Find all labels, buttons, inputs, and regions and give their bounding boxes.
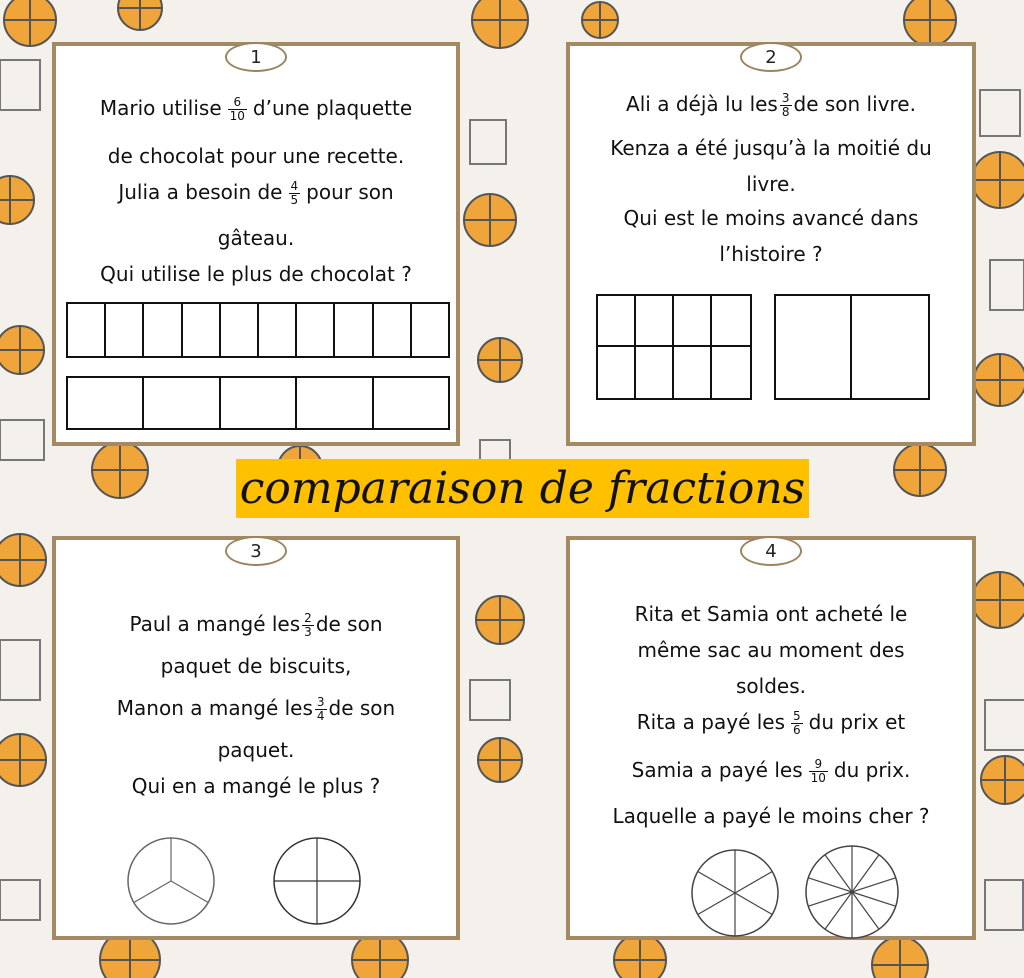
strip-cell xyxy=(68,304,106,356)
strip-cell xyxy=(221,378,297,428)
fraction: $\frac{6}{10}$ xyxy=(229,95,245,123)
strip-cell xyxy=(374,304,412,356)
fraction: $\frac{5}{6}$ xyxy=(793,709,801,737)
grid-cell xyxy=(674,347,712,398)
grid-halves xyxy=(774,294,930,400)
card-number-badge: 4 xyxy=(740,536,802,566)
pie-thirds xyxy=(126,836,216,926)
grid-cell xyxy=(712,296,750,347)
card-number-badge: 3 xyxy=(225,536,287,566)
worksheet-title: comparaison de fractions xyxy=(236,459,809,518)
strip-cell xyxy=(259,304,297,356)
grid-eighths xyxy=(596,294,752,400)
strip-cell xyxy=(297,304,335,356)
strip-cell xyxy=(68,378,144,428)
fraction: $\frac{3}{8}$ xyxy=(781,91,790,119)
strip-cell xyxy=(297,378,373,428)
grid-cell xyxy=(852,296,928,398)
pie-tenths xyxy=(804,844,900,940)
card-4: 4 Rita et Samia ont acheté le même sac au moment des soldes. Rita a payé les $\frac{5}{6}$ du prix et Samia a payé les $\frac{9}{10}$ du prix. Laquelle a payé le moins cher ? xyxy=(566,536,976,940)
strip-cell xyxy=(144,378,220,428)
fraction: $\frac{9}{10}$ xyxy=(810,757,826,785)
card-number-badge: 2 xyxy=(740,42,802,72)
card-1: 1 Mario utilise $\frac{6}{10}$ d’une plaquette de chocolat pour une recette. Julia a besoin de $\frac{4}{5}$ pour son gâteau. Qui utilise le plus de chocolat ? xyxy=(52,42,460,446)
grid-cell xyxy=(636,347,674,398)
fraction: $\frac{4}{5}$ xyxy=(290,179,299,207)
strip-cell xyxy=(106,304,144,356)
strip-cell xyxy=(183,304,221,356)
grid-cell xyxy=(674,296,712,347)
pie-sixths xyxy=(690,848,780,938)
fraction: $\frac{3}{4}$ xyxy=(316,695,325,723)
grid-cell xyxy=(712,347,750,398)
grid-cell xyxy=(636,296,674,347)
strip-cell xyxy=(221,304,259,356)
strip-cell xyxy=(335,304,373,356)
fraction-strip-fifths xyxy=(66,376,450,430)
card-number-badge: 1 xyxy=(225,42,287,72)
fraction-strip-tenths xyxy=(66,302,450,358)
strip-cell xyxy=(412,304,448,356)
grid-cell xyxy=(776,296,852,398)
grid-cell xyxy=(598,296,636,347)
strip-cell xyxy=(374,378,448,428)
grid-cell xyxy=(598,347,636,398)
pie-quarters xyxy=(272,836,362,926)
fraction: $\frac{2}{3}$ xyxy=(304,611,312,639)
card-2: 2 Ali a déjà lu les $\frac{3}{8}$ de son livre. Kenza a été jusqu’à la moitié du livre. Qui est le moins avancé dans l’histoire ? xyxy=(566,42,976,446)
strip-cell xyxy=(144,304,182,356)
card-3: 3 Paul a mangé les $\frac{2}{3}$ de son paquet de biscuits, Manon a mangé les $\frac{3}{4}$ de son paquet. Qui en a mangé le plus ? xyxy=(52,536,460,940)
